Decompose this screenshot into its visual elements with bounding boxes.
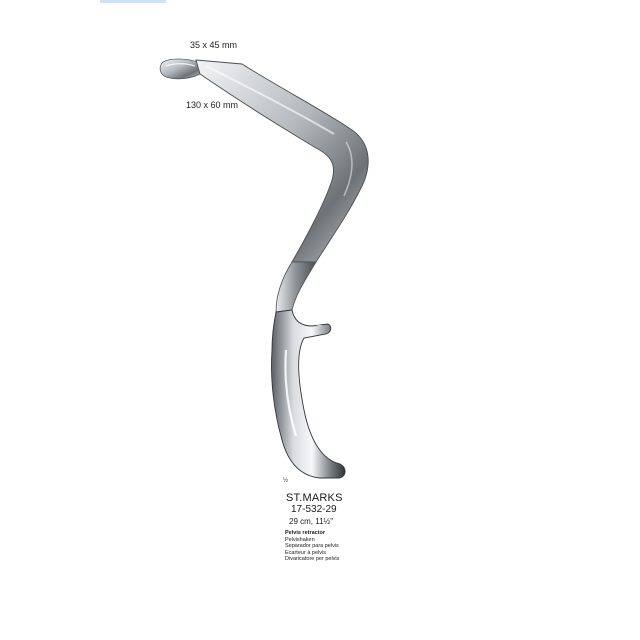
brand-name: ST.MARKS bbox=[286, 492, 343, 504]
instrument-size: 29 cm, 11½" bbox=[289, 517, 334, 526]
shaft bbox=[276, 262, 316, 312]
scale-mark: ½ bbox=[283, 478, 289, 484]
large-blade-dimension: 130 x 60 mm bbox=[186, 100, 239, 110]
small-blade bbox=[160, 59, 200, 79]
product-caption bbox=[285, 492, 425, 563]
small-blade-dimension: 35 x 45 mm bbox=[190, 40, 238, 50]
name-italian: Divaricatore per pelvis bbox=[285, 556, 340, 562]
catalog-number: 17-532-29 bbox=[291, 504, 337, 515]
name-spanish: Separador para pelvis bbox=[285, 543, 339, 549]
multilingual-names bbox=[285, 530, 425, 563]
name-german: Pelvishaken bbox=[285, 536, 315, 543]
name-french: Ecarteur à pelvis bbox=[285, 549, 326, 556]
large-blade bbox=[196, 60, 368, 262]
name-english: Pelvis retractor bbox=[285, 530, 326, 536]
handle bbox=[271, 310, 345, 478]
